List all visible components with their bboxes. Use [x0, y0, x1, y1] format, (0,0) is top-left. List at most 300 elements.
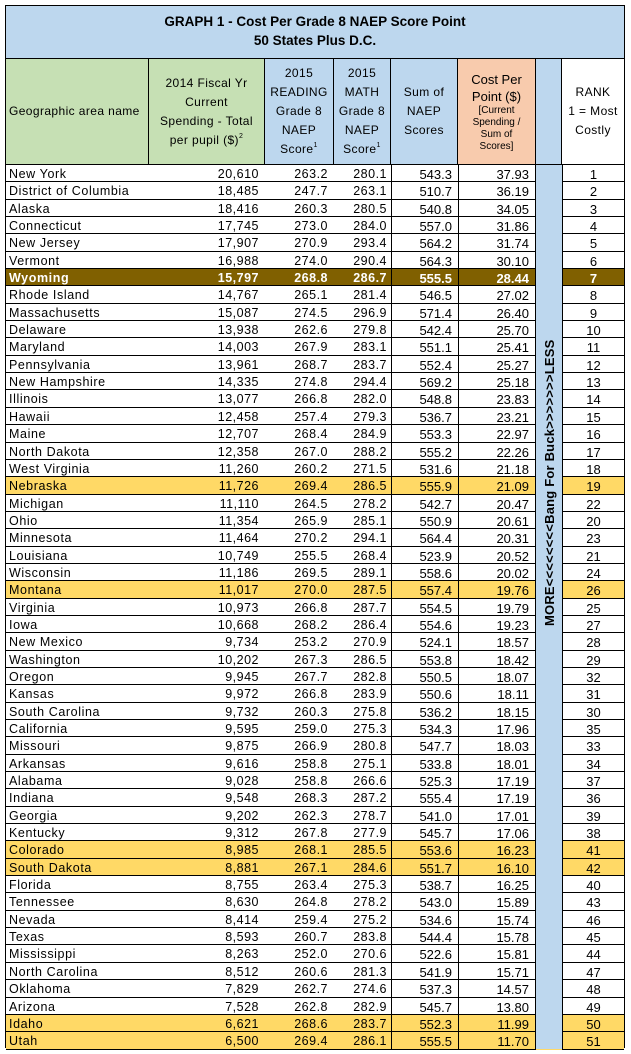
state-name: Pennsylvania: [9, 357, 91, 372]
bang-for-buck-label: MORE<<<<<<<<Bang For Buck>>>>>>>LESS: [542, 339, 557, 626]
sum-scores: 531.6: [391, 460, 458, 477]
header-math-line: NAEP: [344, 123, 380, 137]
spending-value: 8,881: [225, 860, 259, 875]
spending-value: 6,500: [225, 1034, 259, 1049]
table-row: [6, 737, 624, 754]
sum-scores: 569.2: [391, 373, 458, 390]
spending-value: 14,335: [217, 375, 259, 390]
reading-score: 269.4: [294, 479, 328, 494]
table-row: [6, 893, 624, 910]
spending-value: 7,829: [225, 982, 259, 997]
table-row: [6, 338, 624, 355]
reading-score: 257.4: [294, 409, 328, 424]
spending-value: 9,595: [225, 722, 259, 736]
rank-value: 29: [562, 651, 624, 668]
reading-score: 269.5: [294, 565, 328, 580]
rank-value: 6: [562, 252, 624, 269]
column-header-row: [6, 59, 624, 165]
spending-value: 8,512: [225, 964, 259, 979]
cost-per-point: 19.79: [458, 599, 536, 616]
reading-score: 268.6: [294, 1016, 328, 1031]
table-row: [6, 703, 624, 720]
table-row: [6, 945, 624, 962]
cost-per-point: 20.52: [458, 547, 536, 564]
state-name: Wyoming: [9, 271, 70, 286]
rank-value: 1: [562, 165, 624, 182]
reading-score: 262.7: [294, 982, 328, 997]
header-rank-line: 1 = Most: [568, 104, 618, 118]
math-score: 286.5: [353, 479, 387, 494]
table-row: [6, 182, 624, 199]
table-row: [6, 512, 624, 529]
reading-score: 274.8: [294, 375, 328, 390]
reading-score: 266.8: [294, 392, 328, 407]
math-score: 279.3: [353, 409, 387, 424]
rank-value: 11: [562, 338, 624, 355]
header-math-line: Score: [343, 142, 377, 156]
table-row: [6, 599, 624, 616]
reading-score: 269.4: [294, 1034, 328, 1049]
table-row: [6, 321, 624, 338]
table-row: [6, 217, 624, 234]
table-row: [6, 772, 624, 789]
spending-value: 11,260: [218, 461, 259, 476]
reading-score: 268.1: [294, 843, 328, 858]
state-name: Kansas: [9, 687, 55, 702]
reading-score: 264.8: [294, 895, 328, 910]
header-cost-note: Sum of: [480, 128, 513, 140]
state-name: Alaska: [9, 201, 51, 216]
spending-value: 14,003: [217, 340, 259, 355]
math-score: 274.6: [353, 982, 387, 997]
header-math-line: 2015: [347, 66, 377, 80]
sum-scores: 551.1: [391, 338, 458, 355]
state-name: Massachusetts: [9, 305, 101, 320]
state-name: Delaware: [9, 323, 67, 338]
table-row: [6, 616, 624, 633]
state-name: Illinois: [9, 392, 49, 407]
reading-score: 267.8: [294, 826, 328, 841]
state-name: Maryland: [9, 340, 66, 355]
rank-value: 37: [562, 772, 624, 789]
rank-value: 7: [562, 269, 624, 286]
reading-score: 264.5: [294, 496, 328, 511]
reading-score: 258.8: [294, 756, 328, 771]
spending-value: 11,464: [218, 531, 259, 546]
cost-per-point: 27.02: [458, 286, 536, 303]
table-row: [6, 252, 624, 269]
header-rank-line: RANK: [575, 85, 611, 99]
sum-scores: 542.4: [391, 321, 458, 338]
math-score: 275.8: [353, 704, 387, 719]
spending-value: 9,202: [225, 808, 259, 823]
reading-score: 260.3: [294, 201, 328, 216]
rank-value: 14: [562, 390, 624, 407]
cost-per-point: 37.93: [458, 165, 536, 182]
state-name: Oregon: [9, 669, 55, 684]
state-name: Georgia: [9, 808, 58, 823]
math-score: 296.9: [353, 305, 387, 320]
spending-value: 14,767: [217, 288, 259, 303]
state-name: Iowa: [9, 617, 38, 632]
math-score: 278.7: [353, 808, 387, 823]
rank-value: 13: [562, 373, 624, 390]
header-cost-note: [Current: [478, 104, 515, 116]
cost-per-point: 20.47: [458, 495, 536, 512]
rank-value: 43: [562, 893, 624, 910]
cost-per-point: 30.10: [458, 252, 536, 269]
rank-value: 16: [562, 425, 624, 442]
sum-scores: 554.6: [391, 616, 458, 633]
state-name: Montana: [9, 583, 62, 598]
spending-value: 9,028: [225, 774, 259, 789]
reading-score: 252.0: [294, 947, 328, 962]
sum-scores: 552.3: [391, 1015, 458, 1032]
header-sum-line: Scores: [404, 123, 444, 137]
sum-scores: 550.9: [391, 512, 458, 529]
math-score: 283.7: [353, 1016, 387, 1031]
math-score: 294.1: [353, 531, 387, 546]
sum-scores: 555.2: [391, 443, 458, 460]
table-row: [6, 998, 624, 1015]
spending-value: 9,945: [225, 669, 259, 684]
spending-value: 9,972: [225, 687, 259, 702]
cost-per-point: 25.41: [458, 338, 536, 355]
sum-scores: 554.5: [391, 599, 458, 616]
rank-value: 20: [562, 512, 624, 529]
reading-score: 262.3: [294, 808, 328, 823]
sum-scores: 537.3: [391, 980, 458, 997]
state-name: New Hampshire: [9, 375, 106, 390]
math-score: 270.6: [353, 947, 387, 962]
reading-score: 255.5: [294, 548, 328, 563]
table-row: [6, 633, 624, 650]
math-score: 268.4: [353, 548, 387, 563]
spending-value: 10,973: [217, 600, 259, 615]
table-row: [6, 286, 624, 303]
math-score: 278.2: [353, 496, 387, 511]
header-sum-line: Sum of: [403, 85, 445, 99]
header-reading-line: READING: [270, 85, 328, 99]
spending-value: 7,528: [225, 999, 259, 1014]
math-score: 286.4: [353, 617, 387, 632]
sum-scores: 548.8: [391, 390, 458, 407]
spending-value: 17,907: [217, 236, 259, 251]
math-score: 294.4: [353, 375, 387, 390]
table-row: [6, 911, 624, 928]
reading-score: 266.8: [294, 600, 328, 615]
math-score: 275.3: [353, 722, 387, 736]
cost-per-point: 18.11: [458, 685, 536, 702]
state-name: Ohio: [9, 513, 38, 528]
state-name: Florida: [9, 878, 52, 893]
header-reading-line: Grade 8: [275, 104, 323, 118]
state-name: California: [9, 722, 68, 736]
footnote-marker: 1: [313, 142, 318, 149]
table-row: [6, 1015, 624, 1032]
math-score: 284.9: [353, 427, 387, 442]
reading-score: 253.2: [294, 635, 328, 650]
table-row: [6, 807, 624, 824]
header-sum-line: NAEP: [406, 104, 442, 118]
sum-scores: 555.5: [391, 1032, 458, 1049]
sum-scores: 550.6: [391, 685, 458, 702]
header-reading-line: NAEP: [281, 123, 317, 137]
spending-value: 8,985: [225, 843, 259, 858]
state-name: North Dakota: [9, 444, 90, 459]
sum-scores: 555.9: [391, 477, 458, 494]
state-name: Colorado: [9, 843, 65, 858]
sum-scores: 557.0: [391, 217, 458, 234]
cost-per-point: 28.44: [458, 269, 536, 286]
spending-value: 18,416: [217, 201, 259, 216]
sum-scores: 553.3: [391, 425, 458, 442]
spending-value: 15,087: [217, 305, 259, 320]
sum-scores: 541.0: [391, 807, 458, 824]
reading-score: 266.9: [294, 739, 328, 754]
header-reading-score: [265, 59, 334, 164]
sum-scores: 564.2: [391, 234, 458, 251]
sum-scores: 571.4: [391, 304, 458, 321]
spending-value: 17,745: [217, 219, 259, 234]
reading-score: 267.0: [294, 444, 328, 459]
cost-per-point: 18.15: [458, 703, 536, 720]
rank-value: 12: [562, 356, 624, 373]
rank-value: 33: [562, 737, 624, 754]
reading-score: 274.5: [294, 305, 328, 320]
cost-per-point: 17.19: [458, 772, 536, 789]
state-name: Nebraska: [9, 479, 68, 494]
sum-scores: 557.4: [391, 581, 458, 598]
cost-per-point: 21.18: [458, 460, 536, 477]
sum-scores: 541.9: [391, 963, 458, 980]
math-score: 287.2: [353, 791, 387, 806]
cost-per-point: 15.81: [458, 945, 536, 962]
math-score: 285.5: [353, 843, 387, 858]
reading-score: 247.7: [294, 184, 328, 199]
math-score: 283.7: [353, 357, 387, 372]
cost-per-point: 22.97: [458, 425, 536, 442]
cost-per-point: 25.27: [458, 356, 536, 373]
reading-score: 260.7: [294, 930, 328, 945]
math-score: 284.0: [353, 219, 387, 234]
math-score: 286.7: [353, 271, 387, 286]
cost-per-point: 20.31: [458, 529, 536, 546]
math-score: 271.5: [353, 461, 387, 476]
math-score: 280.5: [353, 201, 387, 216]
state-name: New Mexico: [9, 635, 84, 650]
math-score: 282.0: [353, 392, 387, 407]
table-row: [6, 859, 624, 876]
sum-scores: 510.7: [391, 182, 458, 199]
math-score: 284.6: [353, 860, 387, 875]
spending-value: 10,668: [217, 617, 259, 632]
rank-value: 19: [562, 477, 624, 494]
rank-value: 9: [562, 304, 624, 321]
sum-scores: 538.7: [391, 876, 458, 893]
cost-per-point: 18.42: [458, 651, 536, 668]
sum-scores: 550.5: [391, 668, 458, 685]
state-name: Wisconsin: [9, 565, 72, 580]
math-score: 282.9: [353, 999, 387, 1014]
reading-score: 267.9: [294, 340, 328, 355]
sum-scores: 553.6: [391, 841, 458, 858]
table-row: [6, 755, 624, 772]
state-name: South Carolina: [9, 704, 101, 719]
reading-score: 268.4: [294, 427, 328, 442]
reading-score: 267.3: [294, 652, 328, 667]
table-row: [6, 373, 624, 390]
math-score: 283.1: [353, 340, 387, 355]
header-fiscal-spending: [149, 59, 265, 164]
sum-scores: 525.3: [391, 772, 458, 789]
cost-per-point: 18.57: [458, 633, 536, 650]
cost-per-point: 20.61: [458, 512, 536, 529]
rank-value: 27: [562, 616, 624, 633]
state-name: Idaho: [9, 1016, 44, 1031]
header-cost-per-point: [458, 59, 536, 164]
cost-per-point: 11.99: [458, 1015, 536, 1032]
state-name: Connecticut: [9, 219, 82, 234]
math-score: 281.3: [353, 964, 387, 979]
rank-value: 31: [562, 685, 624, 702]
table-row: [6, 425, 624, 442]
header-fy-line: 2014 Fiscal Yr: [165, 75, 248, 90]
spending-value: 11,110: [219, 496, 259, 511]
reading-score: 265.9: [294, 513, 328, 528]
header-cost-line: Cost Per: [471, 71, 522, 87]
math-score: 263.1: [353, 184, 387, 199]
rank-value: 39: [562, 807, 624, 824]
math-score: 280.8: [353, 739, 387, 754]
sum-scores: 534.6: [391, 911, 458, 928]
rank-value: 23: [562, 529, 624, 546]
header-cost-note: Spending /: [472, 116, 521, 128]
rank-value: 25: [562, 599, 624, 616]
spending-value: 11,186: [218, 565, 259, 580]
rank-value: 40: [562, 876, 624, 893]
table-row: [6, 304, 624, 321]
header-geographic-area: [6, 59, 149, 164]
header-math-score: [334, 59, 391, 164]
rank-value: 36: [562, 789, 624, 806]
spending-value: 6,621: [225, 1016, 259, 1031]
reading-score: 268.8: [294, 271, 328, 286]
table-row: [6, 841, 624, 858]
table-row: [6, 876, 624, 893]
spending-value: 16,988: [217, 253, 259, 268]
state-name: Vermont: [9, 253, 60, 268]
reading-score: 270.0: [294, 583, 328, 598]
sum-scores: 533.8: [391, 755, 458, 772]
rank-value: 22: [562, 495, 624, 512]
state-name: Virginia: [9, 600, 56, 615]
cost-per-point: 14.57: [458, 980, 536, 997]
cost-per-point: 17.96: [458, 720, 536, 737]
title-line-1: GRAPH 1 - Cost Per Grade 8 NAEP Score Point: [164, 14, 466, 29]
state-name: Alabama: [9, 774, 63, 789]
spending-value: 13,961: [217, 357, 259, 372]
reading-score: 260.2: [294, 461, 328, 476]
table-row: [6, 581, 624, 598]
spending-value: 9,312: [225, 826, 259, 841]
rank-value: 41: [562, 841, 624, 858]
state-name: Arkansas: [9, 756, 66, 771]
math-score: 286.5: [353, 652, 387, 667]
sum-scores: 536.7: [391, 408, 458, 425]
sum-scores: 536.2: [391, 703, 458, 720]
math-score: 281.4: [353, 288, 387, 303]
reading-score: 270.9: [294, 236, 328, 251]
reading-score: 259.4: [294, 912, 328, 927]
table-row: [6, 720, 624, 737]
math-score: 287.5: [353, 583, 387, 598]
cost-per-point: 31.74: [458, 234, 536, 251]
math-score: 285.1: [353, 513, 387, 528]
header-fy-line: Spending - Total: [160, 113, 253, 128]
cost-per-point: 21.09: [458, 477, 536, 494]
cost-per-point: 31.86: [458, 217, 536, 234]
spending-value: 9,616: [225, 756, 259, 771]
math-score: 288.2: [353, 444, 387, 459]
table-body: [6, 165, 624, 1050]
cost-per-point: 23.83: [458, 390, 536, 407]
header-reading-line: 2015: [284, 66, 314, 80]
table-row: [6, 668, 624, 685]
spending-value: 15,797: [217, 271, 259, 286]
rank-value: 15: [562, 408, 624, 425]
sum-scores: 543.0: [391, 893, 458, 910]
sum-scores: 551.7: [391, 859, 458, 876]
state-name: Louisiana: [9, 548, 68, 563]
rank-value: 28: [562, 633, 624, 650]
spending-value: 12,458: [217, 409, 259, 424]
spending-value: 8,593: [225, 930, 259, 945]
sum-scores: 547.7: [391, 737, 458, 754]
sum-scores: 534.3: [391, 720, 458, 737]
reading-score: 266.8: [294, 687, 328, 702]
rank-value: 18: [562, 460, 624, 477]
sum-scores: 540.8: [391, 200, 458, 217]
reading-score: 262.8: [294, 999, 328, 1014]
sum-scores: 552.4: [391, 356, 458, 373]
state-name: Utah: [9, 1034, 38, 1049]
sum-scores: 524.1: [391, 633, 458, 650]
reading-score: 258.8: [294, 774, 328, 789]
math-score: 266.6: [353, 774, 387, 789]
spending-value: 9,734: [225, 635, 259, 650]
header-geo-text: Geographic area name: [9, 104, 140, 118]
header-fy-line: per pupil ($): [169, 132, 239, 147]
spending-value: 8,263: [225, 947, 259, 962]
cost-per-point: 25.70: [458, 321, 536, 338]
table-row: [6, 200, 624, 217]
sum-scores: 564.4: [391, 529, 458, 546]
header-math-line: Grade 8: [338, 104, 386, 118]
rank-value: 47: [562, 963, 624, 980]
spending-value: 18,485: [217, 184, 259, 199]
cost-per-point: 16.23: [458, 841, 536, 858]
math-score: 282.8: [353, 669, 387, 684]
table-row: [6, 1032, 624, 1049]
rank-value: 42: [562, 859, 624, 876]
sum-scores: 558.6: [391, 564, 458, 581]
sum-scores: 542.7: [391, 495, 458, 512]
table-row: [6, 477, 624, 494]
cost-per-point: 13.80: [458, 998, 536, 1015]
math-score: 293.4: [353, 236, 387, 251]
rank-value: 21: [562, 547, 624, 564]
